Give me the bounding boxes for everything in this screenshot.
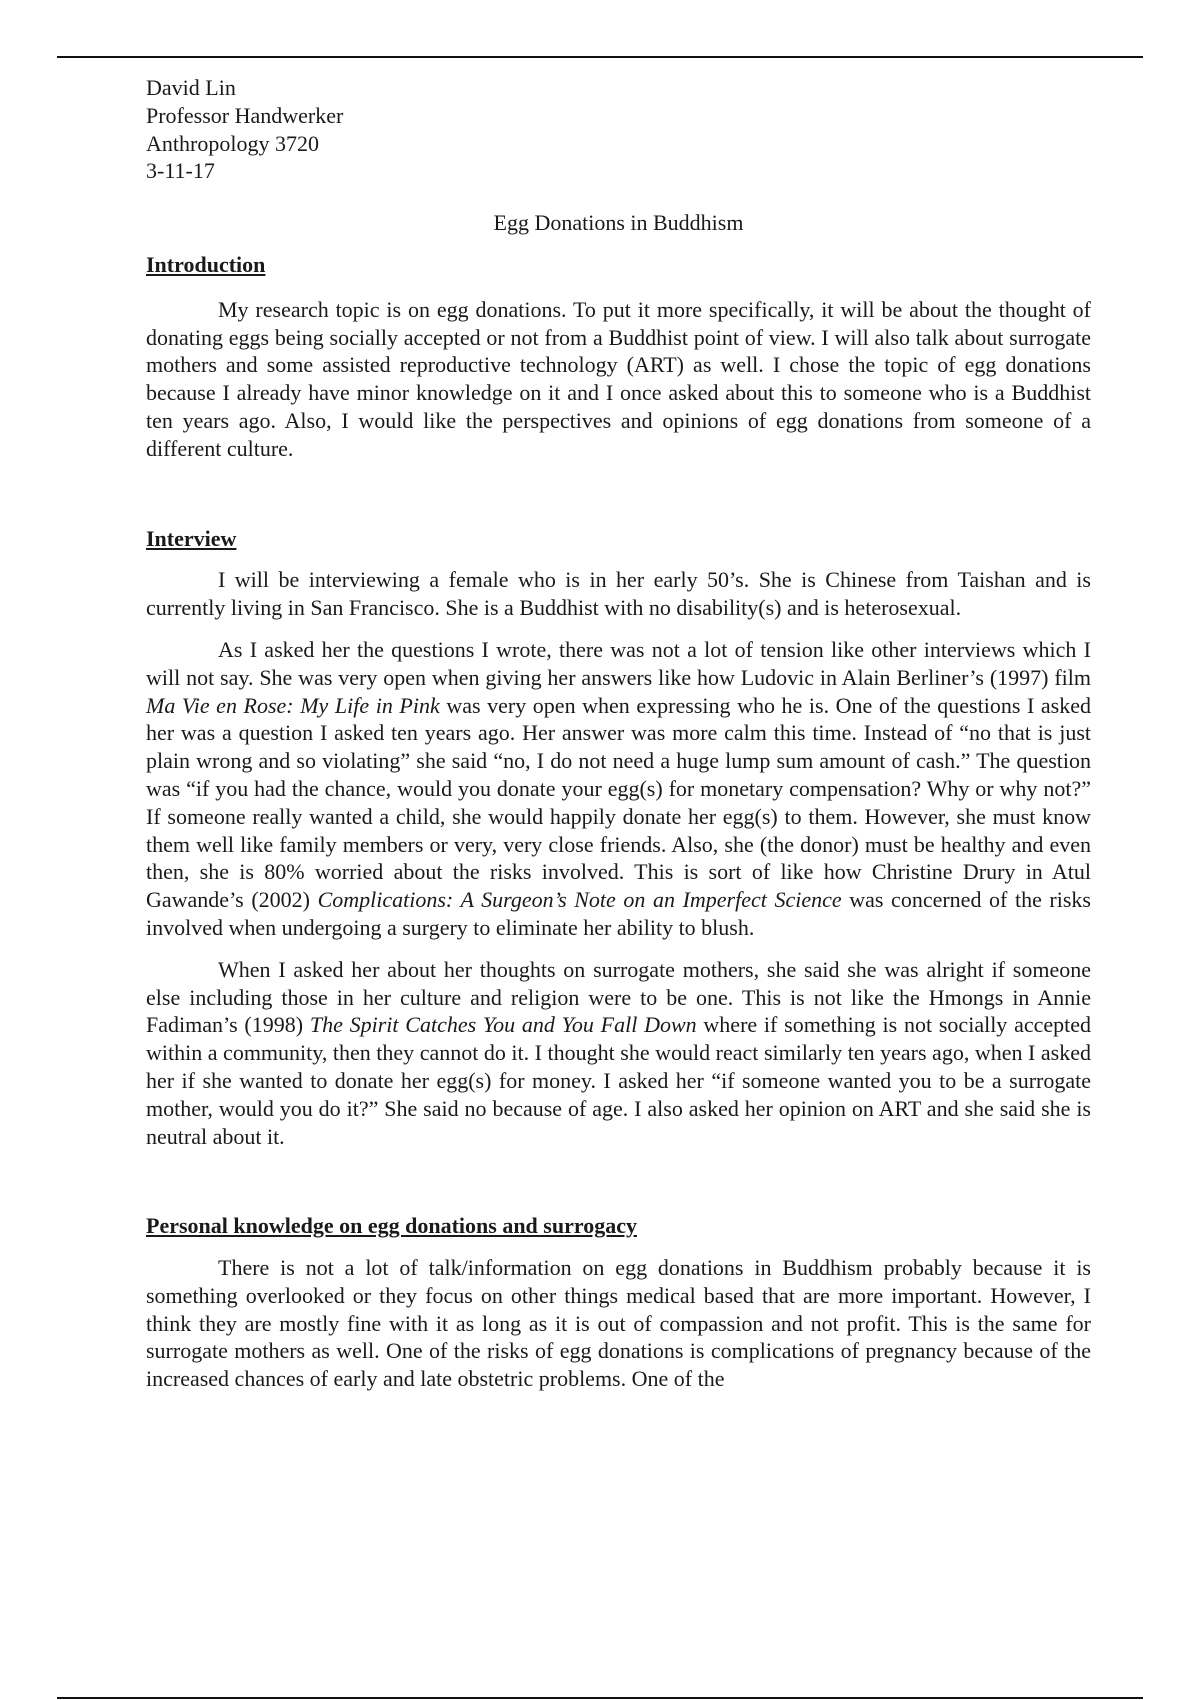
top-rule xyxy=(57,56,1143,58)
professor-name: Professor Handwerker xyxy=(146,102,344,128)
course-name: Anthropology 3720 xyxy=(146,130,319,156)
personal-knowledge-paragraph: There is not a lot of talk/information on egg donations in Buddhism probably because it is something overlooked or they focus on other things medical based that are more important. However, I think they are mostly fine with it as long as it is out of compassion and not profit. This is the same for surrogate mothers as well. One of the risks of egg donations is complications of pregnancy because of the increased chances of early and late obstetric problems. One of the xyxy=(146,1255,1091,1392)
document-title: Egg Donations in Buddhism xyxy=(493,210,744,236)
interview-p2-text-c: was concerned of the risks involved when undergoing a surgery to eliminate her ability to blush. xyxy=(146,887,1091,940)
interview-p2-text-b: was very open when expressing who he is. One of the questions I asked her was a question I asked ten years ago. Her answer was more calm this time. Instead of “no that is just plain wrong and so violating” she said “no, I do not need a huge lump sum amount of cash.” The question was “if you had the chance, would you donate your egg(s) for monetary compensation? Why or why not?” If someone really wanted a child, she would happily donate her egg(s) to them. However, she must know them well like family members or very, very close friends. Also, she (the donor) must be healthy and even then, she is 80% worried about the risks involved. This is sort of like how Christine Drury in Atul Gawande’s (2002) xyxy=(146,692,1091,913)
bottom-rule xyxy=(57,1697,1143,1699)
film-title: Ma Vie en Rose: My Life in Pink xyxy=(146,692,440,718)
book-title-complications: Complications: A Surgeon’s Note on an Imperfect Science xyxy=(317,887,842,913)
interview-paragraph-2 xyxy=(146,636,1091,942)
interview-paragraph-1: I will be interviewing a female who is in her early 50’s. She is Chinese from Taishan and is currently living in San Francisco. She is a Buddhist with no disability(s) and is heterosexual. xyxy=(146,567,1091,621)
interview-paragraph-3 xyxy=(146,956,1091,1151)
book-title-spirit: The Spirit Catches You and You Fall Down xyxy=(309,1012,697,1038)
interview-p3-text-a: When I asked her about her thoughts on surrogate mothers, she said she was alright if someone else including those in her culture and religion were to be one. This is not like the Hmongs in Annie Fadiman’s (1998) xyxy=(146,956,1091,1038)
introduction-heading: Introduction xyxy=(146,251,266,277)
document-page xyxy=(146,74,1091,1393)
interview-p3-text-b: where if something is not socially accepted within a community, then they cannot do it. I thought she would react similarly ten years ago, when I asked her if she wanted to donate her egg(s) for money. I asked her “if someone wanted you to be a surrogate mother, would you do it?” She said no because of age. I also asked her opinion on ART and she said she is neutral about it. xyxy=(146,1012,1092,1149)
interview-p2-text-a: As I asked her the questions I wrote, there was not a lot of tension like other interviews which I will not say. She was very open when giving her answers like how Ludovic in Alain Berliner’s (1997) film xyxy=(146,636,1091,690)
author-name: David Lin xyxy=(146,75,236,100)
document-date: 3-11-17 xyxy=(146,158,215,184)
interview-heading: Interview xyxy=(146,525,237,551)
introduction-paragraph: My research topic is on egg donations. To put it more specifically, it will be about the thought of donating eggs being socially accepted or not from a Buddhist point of view. I will also talk about surrogate mothers and some assisted reproductive technology (ART) as well. I chose the topic of egg donations because I already have minor knowledge on it and I once asked about this to someone who is a Buddhist ten years ago. Also, I would like the perspectives and opinions of egg donations from someone of a different culture. xyxy=(146,296,1091,461)
personal-knowledge-heading: Personal knowledge on egg donations and surrogacy xyxy=(146,1213,637,1239)
